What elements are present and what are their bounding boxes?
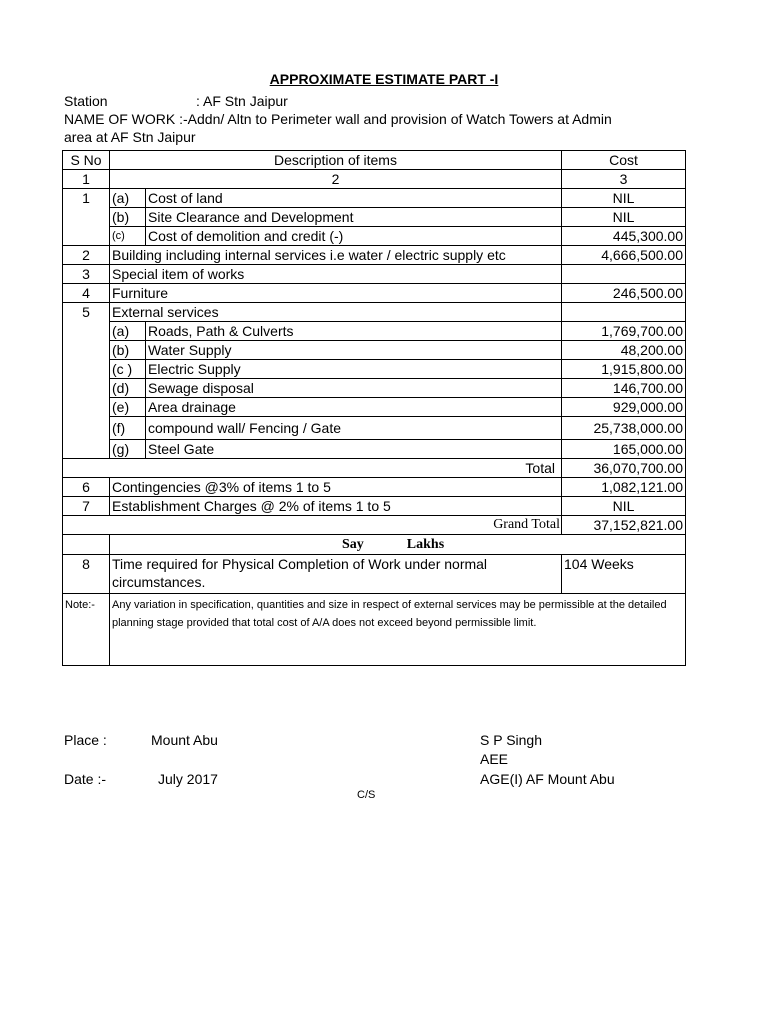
note-label: Note:- — [63, 594, 110, 666]
row-desc: Furniture — [110, 284, 562, 303]
place-value: Mount Abu — [151, 732, 218, 748]
table-row — [63, 227, 686, 246]
row-cost — [562, 265, 686, 284]
colnum-3: 3 — [562, 170, 686, 189]
station-value: : AF Stn Jaipur — [196, 93, 288, 109]
date-value: July 2017 — [158, 771, 218, 787]
row-cost: 165,000.00 — [562, 440, 686, 459]
signatory-office: AGE(I) AF Mount Abu — [480, 771, 615, 787]
row-cost: 246,500.00 — [562, 284, 686, 303]
cs-mark: C/S — [357, 789, 376, 801]
table-row — [63, 322, 686, 341]
row-desc: Time required for Physical Completion of Work under normal circumstances. — [110, 555, 562, 594]
page-title: APPROXIMATE ESTIMATE PART -I — [269, 71, 499, 87]
row-desc: Area drainage — [146, 398, 562, 417]
table-row — [63, 265, 686, 284]
table-row — [63, 341, 686, 360]
row-cost: NIL — [562, 189, 686, 208]
row-desc: Sewage disposal — [146, 379, 562, 398]
table-row — [63, 398, 686, 417]
total-cost: 36,070,700.00 — [562, 459, 686, 478]
lakhs-label: Lakhs — [406, 536, 445, 552]
row-sno: 1 — [63, 189, 110, 208]
row-sno — [63, 208, 110, 227]
work-name-line1: NAME OF WORK :-Addn/ Altn to Perimeter wall and provision of Watch Towers at Admin — [64, 111, 612, 127]
row-cost: 4,666,500.00 — [562, 246, 686, 265]
row-sno — [63, 322, 110, 341]
station-label: Station — [64, 93, 108, 109]
row-cost: 1,915,800.00 — [562, 360, 686, 379]
row-desc: Roads, Path & Culverts — [146, 322, 562, 341]
row-cost: 48,200.00 — [562, 341, 686, 360]
total-row — [63, 459, 686, 478]
place-label: Place : — [64, 732, 107, 748]
note-row — [63, 594, 686, 666]
grand-total-row — [63, 516, 686, 535]
row-sub: (e) — [110, 398, 146, 417]
table-row — [63, 478, 686, 497]
row-sub: (a) — [110, 189, 146, 208]
table-row — [63, 379, 686, 398]
row-cost: 445,300.00 — [562, 227, 686, 246]
table-row — [63, 189, 686, 208]
grand-total-label: Grand Total — [63, 516, 562, 535]
row-cost: NIL — [562, 497, 686, 516]
table-row — [63, 440, 686, 459]
row-desc: Cost of demolition and credit (-) — [146, 227, 562, 246]
row-cost — [562, 303, 686, 322]
row-sno — [63, 417, 110, 440]
row-sno: 5 — [63, 303, 110, 322]
header-cost: Cost — [562, 151, 686, 170]
row-cost: NIL — [562, 208, 686, 227]
say-sno — [63, 535, 110, 555]
row-desc: Cost of land — [146, 189, 562, 208]
row-sno — [63, 341, 110, 360]
row-desc: compound wall/ Fencing / Gate — [146, 417, 562, 440]
row-sno: 8 — [63, 555, 110, 594]
row-sno: 7 — [63, 497, 110, 516]
grand-total-cost: 37,152,821.00 — [562, 516, 686, 535]
row-sub: (c) — [110, 227, 146, 246]
table-row — [63, 246, 686, 265]
row-desc: Water Supply — [146, 341, 562, 360]
say-row — [63, 535, 686, 555]
row-cost: 25,738,000.00 — [562, 417, 686, 440]
say-lakhs — [110, 535, 686, 555]
row-desc: Site Clearance and Development — [146, 208, 562, 227]
row-sub: (f) — [110, 417, 146, 440]
table-row — [63, 360, 686, 379]
row-desc: Special item of works — [110, 265, 562, 284]
row-cost: 1,082,121.00 — [562, 478, 686, 497]
total-label: Total — [63, 459, 562, 478]
row-desc: Contingencies @3% of items 1 to 5 — [110, 478, 562, 497]
table-row — [63, 497, 686, 516]
say-label: Say — [342, 536, 364, 552]
row-sno — [63, 379, 110, 398]
row-sno — [63, 398, 110, 417]
row-sub: (a) — [110, 322, 146, 341]
work-name-line2: area at AF Stn Jaipur — [64, 129, 196, 145]
table-header-row — [63, 151, 686, 170]
row-sub: (g) — [110, 440, 146, 459]
table-row — [63, 284, 686, 303]
header-description: Description of items — [110, 151, 562, 170]
colnum-2: 2 — [110, 170, 562, 189]
row-desc: External services — [110, 303, 562, 322]
row-desc: Establishment Charges @ 2% of items 1 to 5 — [110, 497, 562, 516]
time-row — [63, 555, 686, 594]
row-desc: Building including internal services i.e water / electric supply etc — [110, 246, 562, 265]
row-sno: 2 — [63, 246, 110, 265]
signatory-name: S P Singh — [480, 732, 543, 748]
row-sno: 6 — [63, 478, 110, 497]
table-row — [63, 417, 686, 440]
row-cost: 929,000.00 — [562, 398, 686, 417]
row-sub: (b) — [110, 341, 146, 360]
row-sno — [63, 440, 110, 459]
row-cost: 146,700.00 — [562, 379, 686, 398]
row-desc: Steel Gate — [146, 440, 562, 459]
note-text: Any variation in specification, quantities and size in respect of external services may be permissible at the detailed planning stage provided that total cost of A/A does not exceed beyond permissible limit. — [110, 594, 686, 666]
row-sno: 4 — [63, 284, 110, 303]
column-number-row — [63, 170, 686, 189]
row-sub: (b) — [110, 208, 146, 227]
row-sno — [63, 227, 110, 246]
row-cost: 104 Weeks — [562, 555, 686, 594]
row-sno: 3 — [63, 265, 110, 284]
estimate-table — [62, 150, 686, 666]
signatory-designation: AEE — [480, 751, 509, 767]
table-row — [63, 303, 686, 322]
table-row — [63, 208, 686, 227]
row-sno — [63, 360, 110, 379]
colnum-1: 1 — [63, 170, 110, 189]
row-sub: (c ) — [110, 360, 146, 379]
row-cost: 1,769,700.00 — [562, 322, 686, 341]
date-label: Date :- — [64, 771, 107, 787]
header-sno: S No — [63, 151, 110, 170]
row-desc: Electric Supply — [146, 360, 562, 379]
row-sub: (d) — [110, 379, 146, 398]
